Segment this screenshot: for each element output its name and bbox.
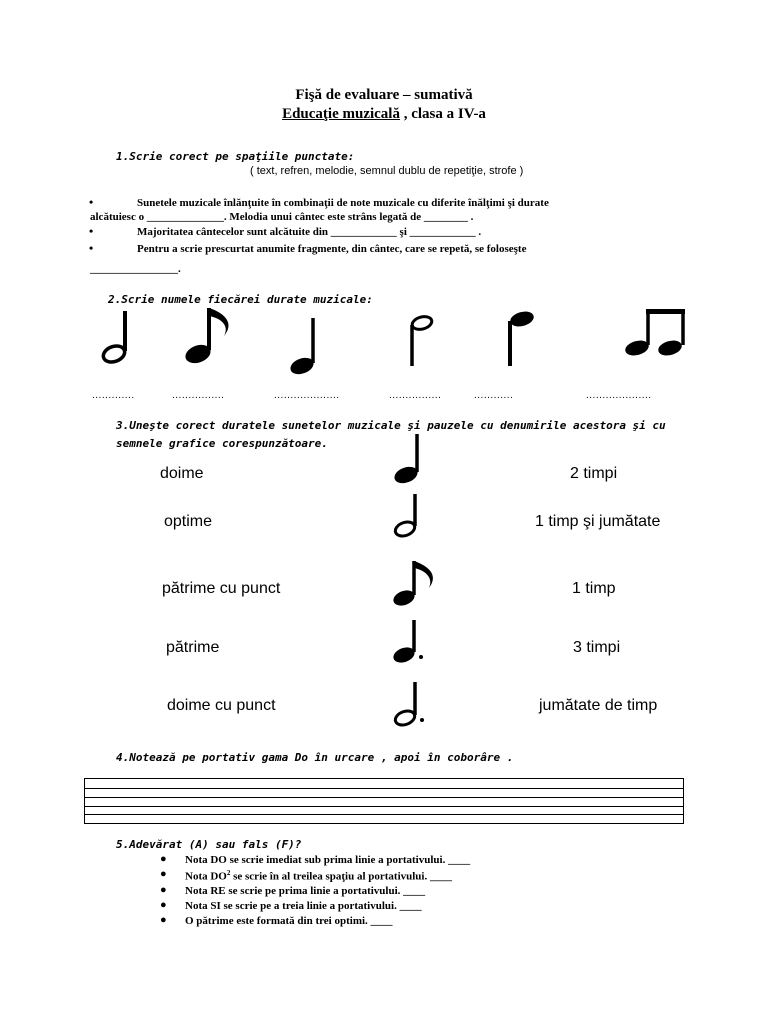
staff-line (85, 788, 683, 789)
ex2-blank-5[interactable]: ............ (474, 390, 514, 401)
ex3-left-5: doime cu punct (167, 697, 276, 714)
page-title: Fişă de evaluare – sumativă (295, 87, 473, 103)
ex3-left-4: pătrime (166, 639, 220, 656)
ex2-blank-6[interactable]: .................... (586, 390, 652, 401)
ex2-blank-3[interactable]: .................... (274, 390, 340, 401)
ex2-blank-1[interactable]: ............. (92, 390, 135, 401)
ex3-right-5: jumătate de timp (539, 697, 658, 714)
ex5-item-4: Nota SI se scrie pe a treia linie a portativului. ____ (185, 900, 422, 912)
bullet-icon: ● (160, 914, 167, 926)
ex3-title-line1: 3.Uneşte corect duratele sunetelor muzicale şi pauzele cu denumirile acestora şi cu (116, 419, 666, 432)
ex5-item-2-a: Nota DO (185, 870, 227, 883)
ex1-hint: ( text, refren, melodie, semnul dublu de repetiţie, strofe ) (250, 165, 524, 177)
bullet-icon: ● (160, 899, 167, 911)
bullet-icon: ● (160, 868, 167, 880)
ex1-title: 1.Scrie corect pe spaţiile punctate: (116, 150, 355, 163)
ex3-left-1: doime (160, 465, 204, 482)
ex3-left-2: optime (164, 513, 213, 530)
ex3-left-3: pătrime cu punct (162, 580, 281, 597)
ex4-title: 4.Notează pe portativ gama Do în urcare , apoi în coborâre . (116, 751, 514, 764)
ex5-item-2-sup: 2 (226, 869, 231, 877)
ex3-right-2: 1 timp şi jumătate (535, 513, 661, 530)
ex2-blank-4[interactable]: ................ (389, 390, 442, 401)
bullet-icon: ● (160, 853, 167, 865)
dotted-quarter-note-icon (391, 620, 423, 665)
ex3-title-line2: semnele grafice corespunzătoare. (116, 437, 328, 450)
class-label: , clasa a IV-a (399, 106, 486, 122)
ex5-item-5: O pătrime este formată din trei optimi. ____ (185, 915, 393, 927)
ex5-item-2-b: se scrie în al treilea spaţiu al portativului. ____ (230, 870, 452, 883)
eighth-note-icon (391, 561, 433, 608)
dotted-half-note-icon (393, 682, 424, 728)
staff-line (85, 806, 683, 807)
ex5-item-1: Nota DO se scrie imediat sub prima linie a portativului. ____ (185, 854, 471, 866)
ex3-right-1: 2 timpi (570, 465, 618, 482)
ex1-item-1a: Sunetele muzicale înlănţuite în combinaţii de note muzicale cu diferite înălţimi şi durate (137, 197, 549, 209)
ex1-item-3a: Pentru a scrie prescurtat anumite fragmente, din cântec, care se repetă, se foloseşte (137, 243, 527, 255)
bullet-icon: • (89, 224, 94, 238)
ex5-item-3: Nota RE se scrie pe prima linie a portativului. ____ (185, 885, 426, 897)
half-note-icon (393, 494, 416, 539)
staff-line (85, 797, 683, 798)
ex5-title: 5.Adevărat (A) sau fals (F)? (116, 838, 302, 851)
music-staff[interactable] (84, 778, 684, 824)
ex2-title: 2.Scrie numele fiecărei durate muzicale: (108, 293, 373, 306)
ex3-right-4: 3 timpi (573, 639, 621, 656)
ex1-item-3b: ________________. (90, 263, 181, 275)
bullet-icon: • (89, 241, 94, 255)
bullet-icon: ● (160, 884, 167, 896)
ex1-item-1b: alcătuiesc o ______________. Melodia unui cântec este strâns legată de ________ . (90, 211, 474, 223)
ex1-item-2: Majoritatea cântecelor sunt alcătuite din ____________ şi ____________ . (137, 226, 482, 238)
ex2-blank-2[interactable]: ................ (172, 390, 225, 401)
staff-line (85, 814, 683, 815)
ex3-right-3: 1 timp (572, 580, 616, 597)
bullet-icon: • (89, 195, 94, 209)
quarter-note-icon (392, 434, 420, 486)
ex5-item-2 (185, 869, 452, 883)
subject-name: Educaţie muzicală (282, 106, 400, 122)
